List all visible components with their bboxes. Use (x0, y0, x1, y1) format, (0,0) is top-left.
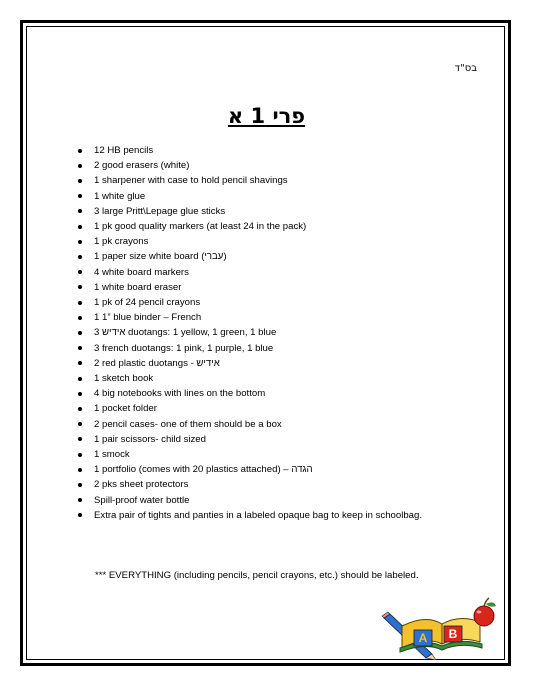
bullet-icon (78, 209, 82, 213)
list-item-text: 2 pks sheet protectors (94, 479, 189, 491)
bullet-icon (78, 513, 82, 517)
bullet-icon (78, 331, 82, 335)
list-item (76, 234, 422, 249)
list-item (76, 508, 422, 523)
supply-list (76, 143, 422, 523)
list-item-text: 4 white board markers (94, 266, 189, 278)
list-item (76, 341, 422, 356)
page-title: פרי 1 א (227, 104, 306, 128)
list-item-text: 1 pk crayons (94, 236, 149, 248)
list-item-text: 1 sharpener with case to hold pencil shavings (94, 175, 288, 187)
list-item (76, 386, 422, 401)
bullet-icon (78, 346, 82, 350)
bullet-icon (78, 285, 82, 289)
list-item-text: Spill-proof water bottle (94, 494, 190, 506)
list-item (76, 310, 422, 325)
bullet-icon (78, 240, 82, 244)
list-item (76, 462, 422, 477)
list-item-text: 12 HB pencils (94, 145, 154, 156)
block-letter-a: A (418, 631, 428, 645)
bullet-icon (78, 316, 82, 320)
list-item (76, 295, 422, 310)
bullet-icon (78, 483, 82, 487)
list-item-text: 1 white board eraser (94, 281, 182, 293)
list-item-text: 1 pk good quality markers (at least 24 in the pack) (94, 221, 307, 233)
letter-a-block-icon (414, 630, 432, 646)
bullet-icon (78, 301, 82, 305)
bullet-icon (78, 422, 82, 426)
bullet-icon (78, 498, 82, 502)
list-item-text: 2 red plastic duotangs - אידיש (94, 357, 220, 369)
list-item (76, 143, 422, 158)
list-item-text: 2 good erasers (white) (94, 160, 190, 172)
letter-b-block-icon (444, 626, 462, 642)
bullet-icon (78, 468, 82, 472)
list-item-text: 1 sketch book (94, 373, 154, 385)
bullet-icon (78, 194, 82, 198)
list-item (76, 219, 422, 234)
list-item-text: Extra pair of tights and panties in a labeled opaque bag to keep in schoolbag. (94, 509, 423, 521)
block-letter-b: B (448, 627, 458, 641)
list-item-text: 1 pair scissors- child sized (94, 433, 206, 445)
list-item-text: 1 1” blue binder – French (94, 312, 202, 324)
list-item (76, 477, 422, 492)
apple-icon (474, 598, 496, 626)
bullet-icon (78, 437, 82, 441)
list-item (76, 325, 422, 340)
bullet-icon (78, 225, 82, 229)
school-books-clipart (380, 596, 498, 660)
bullet-icon (78, 270, 82, 274)
list-item-text: 2 pencil cases- one of them should be a box (94, 418, 282, 430)
open-book-icon (400, 618, 482, 652)
list-item-text: 1 pk of 24 pencil crayons (94, 297, 201, 309)
bullet-icon (78, 179, 82, 183)
list-item-text: 1 white glue (94, 190, 146, 202)
bullet-icon (78, 407, 82, 411)
top-note: בס"ד (454, 63, 477, 74)
list-item (76, 356, 422, 371)
list-item-text: 1 portfolio (comes with 20 plastics attached) – הגדה (94, 464, 313, 476)
list-item-text: 3 אידיש duotangs: 1 yellow, 1 green, 1 blue (94, 327, 277, 339)
bullet-icon (78, 149, 82, 153)
bullet-icon (78, 392, 82, 396)
bullet-icon (78, 255, 82, 259)
list-item (76, 447, 422, 462)
list-item (76, 204, 422, 219)
bullet-icon (78, 377, 82, 381)
list-item (76, 265, 422, 280)
bullet-icon (78, 453, 82, 457)
list-item-text: 1 paper size white board (עברי) (94, 251, 227, 263)
list-item-text: 4 big notebooks with lines on the bottom (94, 388, 266, 400)
list-item (76, 493, 422, 508)
list-item (76, 249, 422, 264)
list-item (76, 417, 422, 432)
list-item (76, 371, 422, 386)
list-item (76, 401, 422, 416)
list-item (76, 173, 422, 188)
list-item-text: 1 smock (94, 449, 130, 461)
list-item (76, 280, 422, 295)
list-item-text: 3 french duotangs: 1 pink, 1 purple, 1 blue (94, 342, 274, 354)
bullet-icon (78, 361, 82, 365)
list-item-text: 1 pocket folder (94, 403, 157, 415)
list-item (76, 189, 422, 204)
list-item-text: 3 large Pritt\Lepage glue sticks (94, 205, 226, 217)
list-item (76, 158, 422, 173)
list-item (76, 432, 422, 447)
labeling-note: *** EVERYTHING (including pencils, pencil crayons, etc.) should be labeled. (95, 570, 419, 581)
bullet-icon (78, 164, 82, 168)
